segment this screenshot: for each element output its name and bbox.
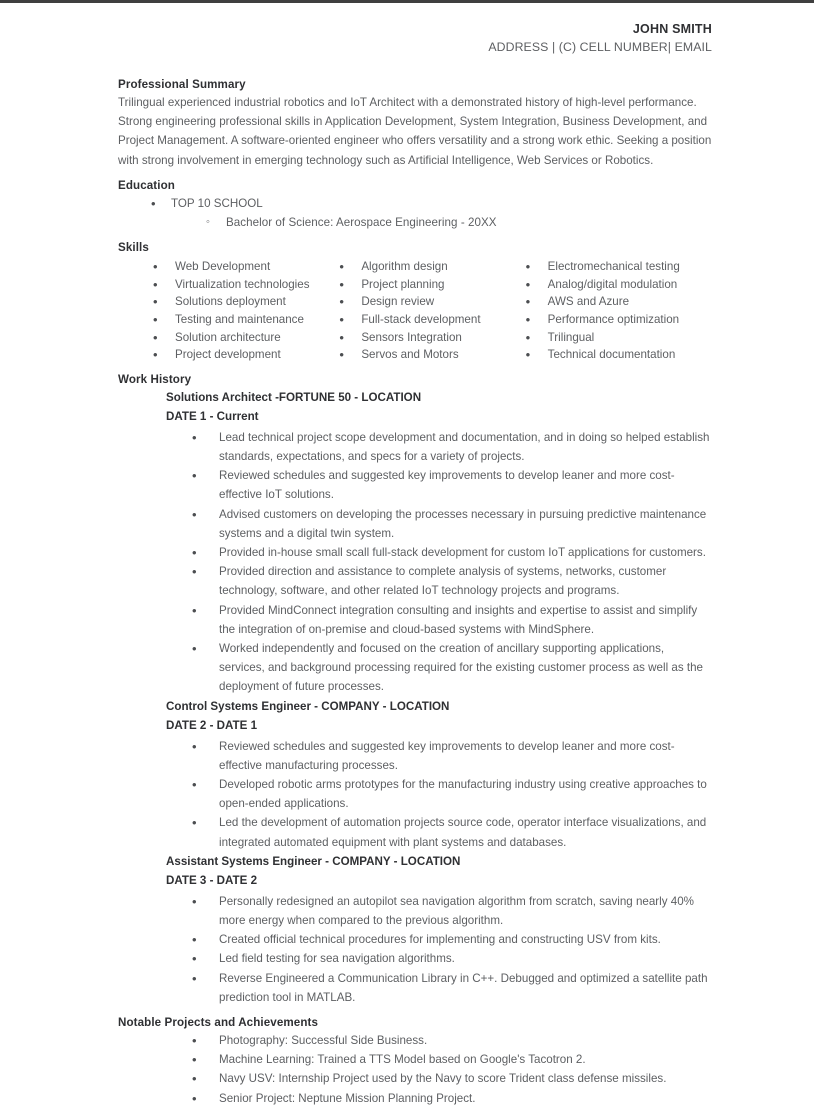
bullet-filled-icon: • <box>339 276 344 292</box>
project-item <box>192 1069 712 1088</box>
bullet-filled-icon: • <box>192 468 197 484</box>
section-notable-projects <box>118 1016 712 1108</box>
job-bullet <box>192 813 712 851</box>
bullet-filled-icon: • <box>153 312 158 327</box>
job-bullet-list <box>118 736 712 852</box>
bullet-filled-icon: • <box>153 329 158 345</box>
job-bullet <box>192 775 712 813</box>
skill-item <box>526 293 712 311</box>
bullet-filled-icon: • <box>192 1033 197 1049</box>
job-bullet <box>192 562 712 600</box>
bullet-filled-icon: • <box>339 294 344 310</box>
education-degree: Bachelor of Science: Aerospace Engineering - 20XX <box>226 216 497 230</box>
job-bullet-list <box>118 891 712 1007</box>
job-bullet-text: Provided in-house small scall full-stack development for custom IoT applications for customers. <box>219 546 706 559</box>
job-title: Solutions Architect -FORTUNE 50 - LOCATION <box>166 390 422 404</box>
section-title-skills: Skills <box>118 241 149 255</box>
skill-label: AWS and Azure <box>547 295 630 309</box>
section-professional-summary <box>118 78 712 170</box>
bullet-filled-icon: • <box>339 312 344 327</box>
bullet-filled-icon: • <box>525 259 531 275</box>
bullet-filled-icon: • <box>192 602 197 618</box>
skill-item <box>339 276 525 294</box>
skill-item <box>526 329 712 347</box>
job-bullet <box>192 969 712 1007</box>
job-entry <box>118 388 712 697</box>
skill-label: Solution architecture <box>175 330 281 344</box>
skill-label: Solutions deployment <box>175 295 286 309</box>
bullet-filled-icon: • <box>192 429 197 445</box>
skill-item <box>526 346 712 364</box>
bullet-filled-icon: • <box>192 545 197 560</box>
bullet-filled-icon: • <box>192 970 197 986</box>
job-dates: DATE 2 - DATE 1 <box>166 719 258 733</box>
bullet-filled-icon: • <box>153 276 158 292</box>
candidate-name: JOHN SMITH <box>632 22 712 36</box>
job-dates: DATE 1 - Current <box>166 410 259 424</box>
bullet-filled-icon: • <box>525 276 531 292</box>
skill-label: Testing and maintenance <box>175 313 304 326</box>
project-item <box>192 1031 712 1050</box>
job-bullet <box>192 543 712 562</box>
job-bullet <box>192 505 712 543</box>
bullet-filled-icon: • <box>192 815 197 831</box>
resume-header <box>0 0 814 57</box>
job-bullet-text: Developed robotic arms prototypes for the manufacturing industry using creative approaches to open-ended applications. <box>219 778 707 811</box>
bullet-filled-icon: • <box>192 506 197 522</box>
bullet-filled-icon: • <box>153 294 158 310</box>
job-bullet-text: Reviewed schedules and suggested key improvements to develop leaner and more cost-effective IoT solutions. <box>219 469 675 502</box>
skill-item <box>153 311 339 329</box>
bullet-filled-icon: • <box>192 1071 197 1087</box>
bullet-filled-icon: • <box>339 329 344 345</box>
contact-line: ADDRESS | (C) CELL NUMBER| EMAIL <box>488 40 712 54</box>
section-title-education: Education <box>118 178 175 192</box>
job-bullet-text: Provided MindConnect integration consulting and insights and expertise to assist and simplify the integration of on-premise and cloud-based systems with MindSphere. <box>219 603 698 636</box>
bullet-filled-icon: • <box>192 641 197 657</box>
bullet-filled-icon: • <box>339 347 344 363</box>
skill-label: Design review <box>361 295 435 309</box>
job-bullet <box>192 466 712 504</box>
bullet-filled-icon: • <box>153 259 158 275</box>
education-list <box>118 194 712 232</box>
section-work-history <box>118 373 712 1007</box>
skill-item <box>153 293 339 311</box>
bullet-filled-icon: • <box>153 347 158 363</box>
skill-item <box>153 258 339 276</box>
bullet-filled-icon: • <box>192 1090 197 1106</box>
bullet-filled-icon: • <box>192 951 197 967</box>
skill-label: Algorithm design <box>361 260 448 274</box>
skill-label: Project planning <box>361 277 445 291</box>
skill-item <box>526 276 712 294</box>
job-bullet-text: Advised customers on developing the processes necessary in pursuing predictive maintenance systems and a digital twin system. <box>219 507 707 540</box>
skill-item <box>153 329 339 347</box>
bullet-filled-icon: • <box>192 777 197 793</box>
skill-label: Servos and Motors <box>361 348 459 362</box>
skill-label: Sensors Integration <box>361 330 462 344</box>
job-bullet-text: Led the development of automation projects source code, operator interface visualizations, and integrated automated equipment with plant systems and databases. <box>219 816 707 849</box>
bullet-filled-icon: • <box>525 294 531 310</box>
skill-label: Analog/digital modulation <box>547 277 678 291</box>
skill-item <box>526 258 712 276</box>
job-bullet <box>192 601 712 639</box>
job-bullet <box>192 639 712 697</box>
skill-label: Web Development <box>175 260 271 274</box>
bullet-filled-icon: • <box>192 1052 197 1068</box>
skill-item <box>339 311 525 329</box>
education-degree-row <box>118 213 712 232</box>
section-title-professional-summary: Professional Summary <box>118 78 246 91</box>
resume-body <box>0 57 814 1108</box>
skill-label: Virtualization technologies <box>175 277 310 291</box>
job-bullet-text: Created official technical procedures for implementing and constructing USV from kits. <box>219 933 661 947</box>
skill-label: Project development <box>175 348 281 362</box>
job-bullet <box>192 930 712 949</box>
bullet-filled-icon: • <box>192 893 197 909</box>
skill-item <box>339 346 525 364</box>
bullet-filled-icon: • <box>339 259 344 275</box>
skill-label: Full-stack development <box>361 313 481 326</box>
skill-label: Trilingual <box>547 330 595 344</box>
job-bullet-text: Reverse Engineered a Communication Library in C++. Debugged and optimized a satellite path prediction tool in MATLAB. <box>219 971 708 1004</box>
skill-item <box>339 258 525 276</box>
project-item <box>192 1050 712 1069</box>
skills-column-1 <box>153 258 339 364</box>
project-text: Photography: Successful Side Business. <box>219 1034 428 1048</box>
project-text: Machine Learning: Trained a TTS Model based on Google's Tacotron 2. <box>219 1053 586 1067</box>
bullet-filled-icon: • <box>192 738 197 754</box>
job-bullet <box>192 949 712 968</box>
bullet-hollow-icon: ◦ <box>206 216 210 229</box>
job-bullet <box>192 428 712 466</box>
bullet-filled-icon: • <box>525 312 531 327</box>
job-bullet-text: Provided direction and assistance to complete analysis of systems, networks, customer technology, software, and other related IoT technology projects and programs. <box>219 565 667 598</box>
skills-column-3 <box>526 258 712 364</box>
bullet-filled-icon: • <box>192 564 197 580</box>
professional-summary-text: Trilingual experienced industrial robotics and IoT Architect with a demonstrated history of high-level performance. Strong engineering professional skills in Application Development, System Integration, Business Development, and Project Management. A software-oriented engineer who offers versatility and a strong work ethic. Seeking a position with strong involvement in emerging technology such as Artificial Intelligence, Web Services or Robotics. <box>118 96 712 167</box>
skill-item <box>153 346 339 364</box>
bullet-filled-icon: • <box>525 347 531 363</box>
job-bullet-text: Led field testing for sea navigation algorithms. <box>219 952 455 966</box>
skill-item <box>339 329 525 347</box>
section-title-work-history: Work History <box>118 372 192 386</box>
job-entry <box>118 852 712 1007</box>
skill-label: Technical documentation <box>547 348 676 362</box>
skill-label: Electromechanical testing <box>547 260 680 274</box>
skill-label: Performance optimization <box>547 313 680 326</box>
skill-item <box>339 293 525 311</box>
job-bullet-list <box>118 427 712 697</box>
project-item <box>192 1089 712 1108</box>
skills-column-2 <box>339 258 525 364</box>
job-title: Control Systems Engineer - COMPANY - LOCATION <box>166 699 450 713</box>
job-bullet-text: Personally redesigned an autopilot sea navigation algorithm from scratch, saving nearly 40% more energy when compared to the previous algorithm. <box>219 894 694 928</box>
education-school-row <box>118 194 712 213</box>
bullet-filled-icon: • <box>192 932 197 948</box>
job-bullet-text: Lead technical project scope development and documentation, and in doing so helped establish standards, expectations, and specs for a variety of projects. <box>219 430 710 463</box>
bullet-filled-icon: • <box>525 329 531 345</box>
job-title: Assistant Systems Engineer - COMPANY - LOCATION <box>166 854 461 868</box>
job-bullet-text: Worked independently and focused on the creation of ancillary supporting applications, services, and background processing required for the existing customer process as well as the deployment of future processes. <box>219 642 703 694</box>
job-bullet-text: Reviewed schedules and suggested key improvements to develop leaner and more cost-effective manufacturing processes. <box>219 739 675 772</box>
project-text: Navy USV: Internship Project used by the Navy to score Trident class defense missiles. <box>219 1072 667 1086</box>
job-entry <box>118 697 712 852</box>
section-education <box>118 179 712 232</box>
job-bullet <box>192 737 712 775</box>
projects-list <box>118 1031 712 1108</box>
skills-columns <box>118 256 712 364</box>
job-dates: DATE 3 - DATE 2 <box>166 874 258 888</box>
section-title-notable-projects: Notable Projects and Achievements <box>118 1016 319 1030</box>
skill-item <box>153 276 339 294</box>
section-skills <box>118 241 712 364</box>
education-school: TOP 10 SCHOOL <box>171 196 263 210</box>
project-text: Senior Project: Neptune Mission Planning Project. <box>219 1091 476 1105</box>
job-bullet <box>192 892 712 930</box>
bullet-filled-icon: • <box>151 195 156 211</box>
skill-item <box>526 311 712 329</box>
